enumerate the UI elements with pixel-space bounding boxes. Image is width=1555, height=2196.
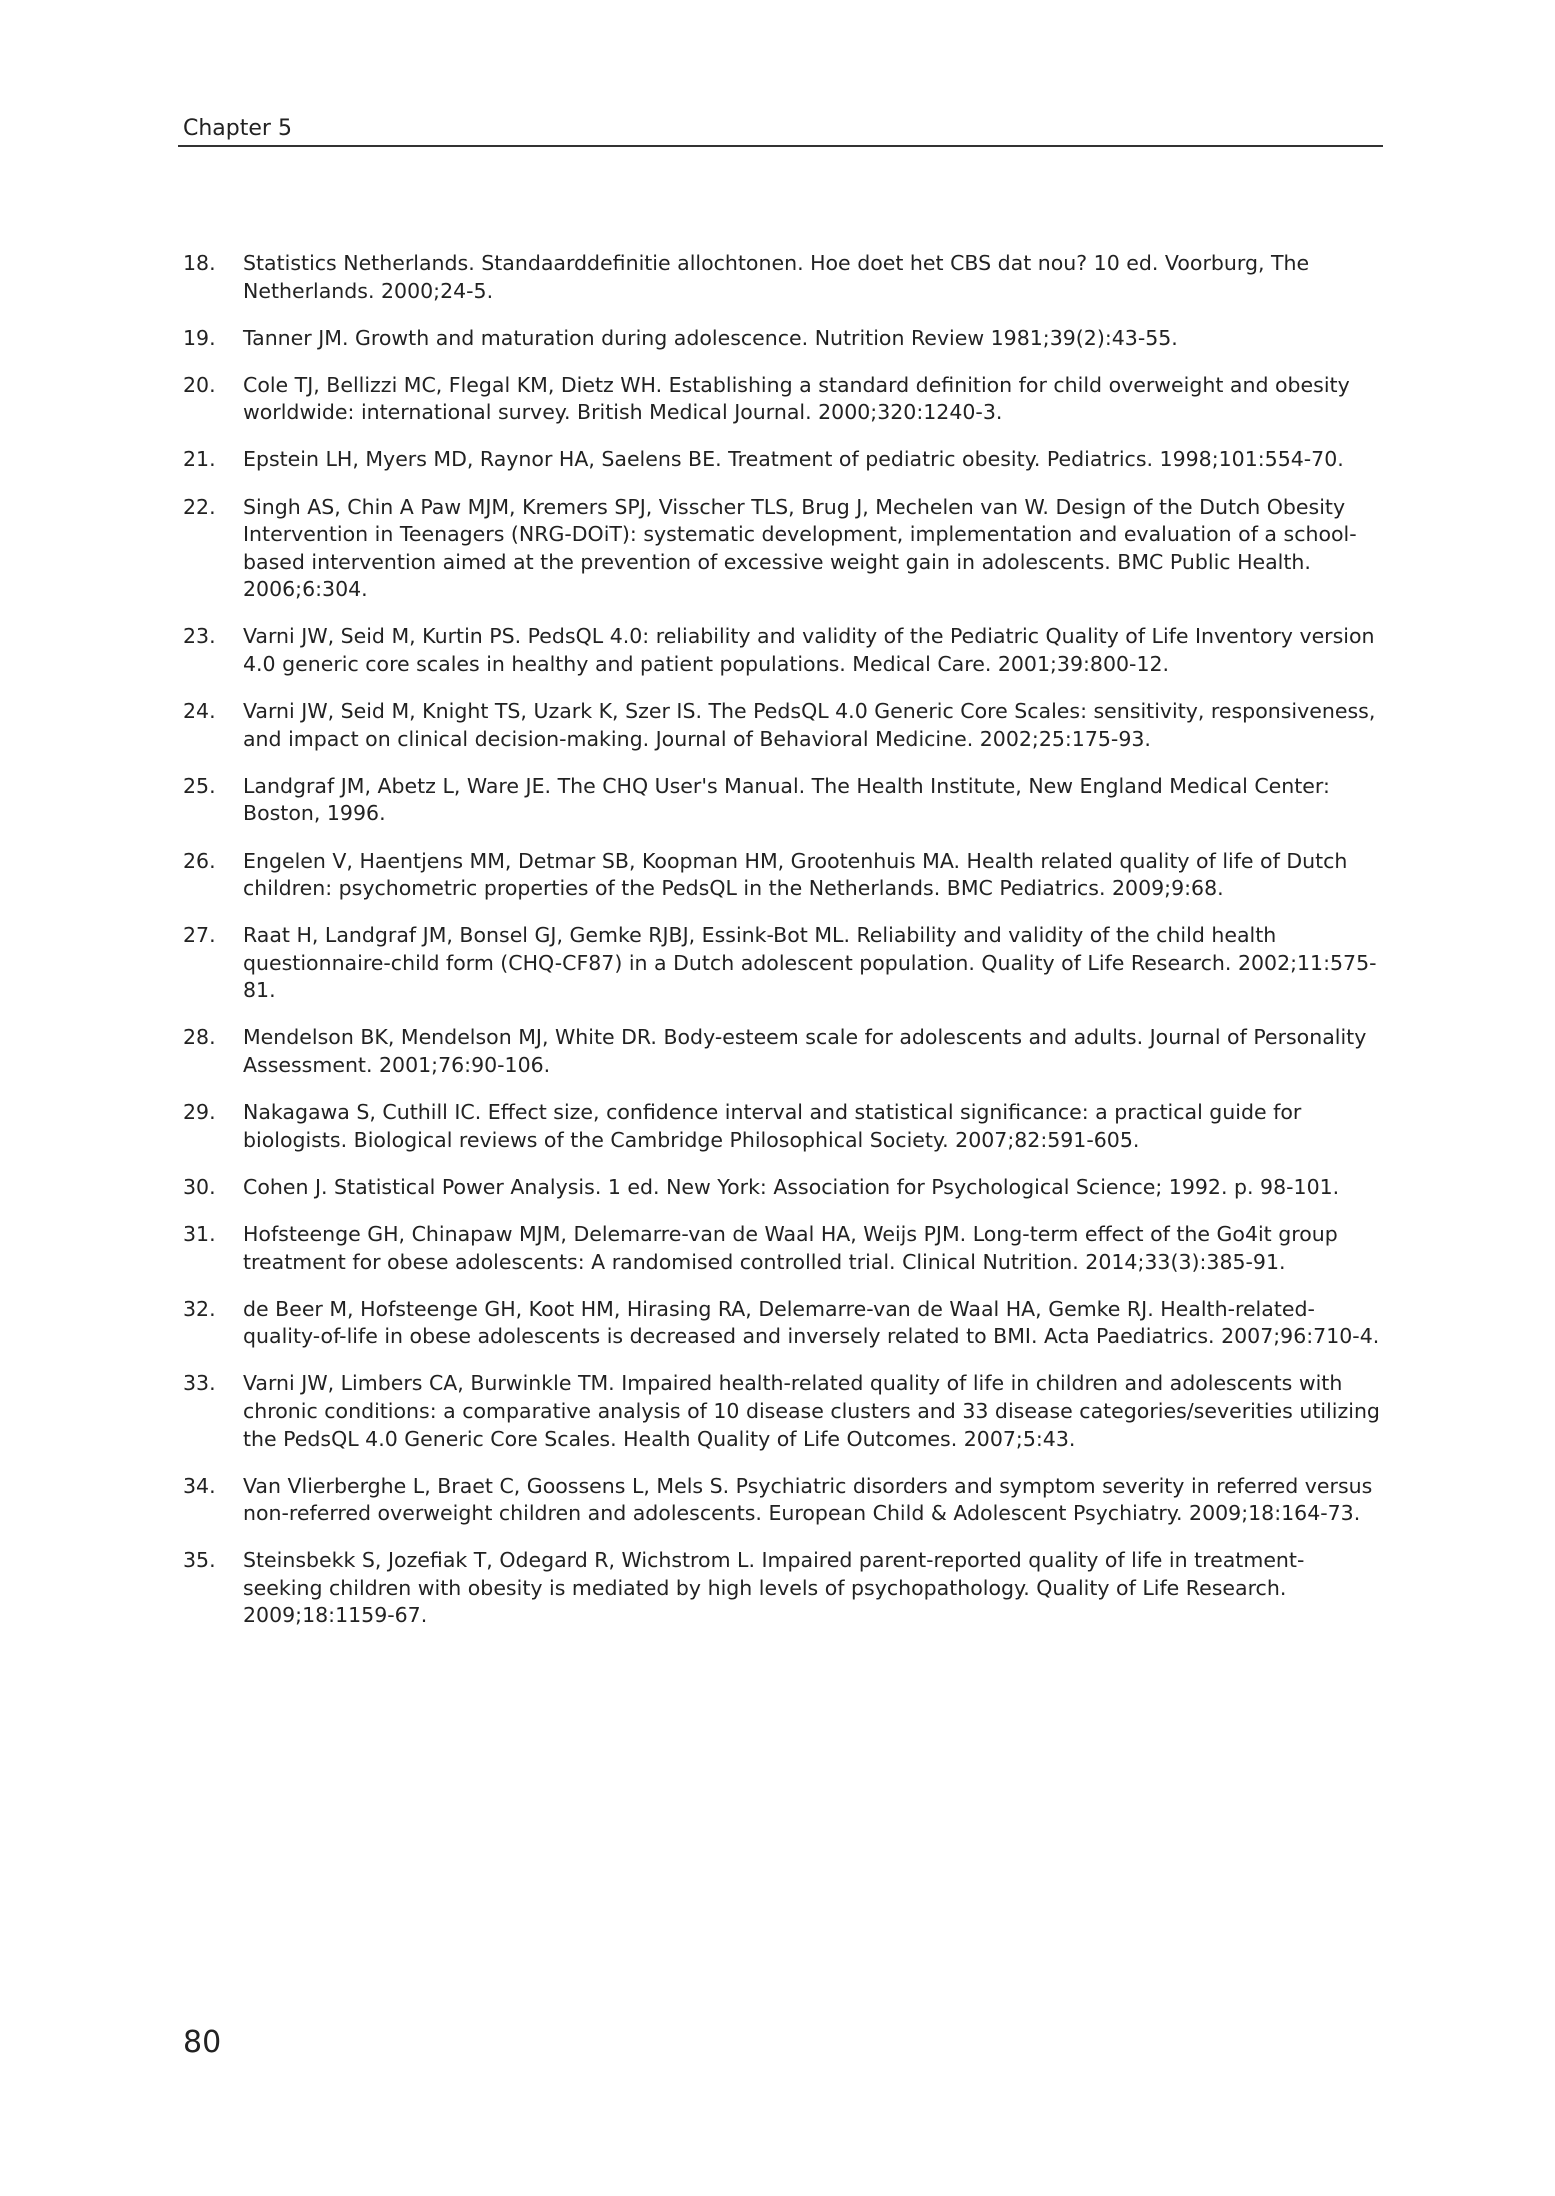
reference-number: 22. bbox=[183, 494, 216, 519]
reference-item bbox=[183, 372, 1383, 427]
reference-item bbox=[183, 773, 1383, 828]
reference-item bbox=[183, 1547, 1383, 1630]
reference-item bbox=[183, 922, 1383, 1005]
reference-text: Landgraf JM, Abetz L, Ware JE. The CHQ User's Manual. The Health Institute, New England Medical Center: Boston, 1996. bbox=[243, 773, 1330, 826]
reference-number: 35. bbox=[183, 1548, 216, 1573]
reference-text: Engelen V, Haentjens MM, Detmar SB, Koopman HM, Grootenhuis MA. Health related quality of life of Dutch children: psychometric properties of the PedsQL in the Netherlands. BMC Pediatrics. 2009;9:68. bbox=[243, 848, 1348, 901]
page-number: 80 bbox=[183, 2025, 222, 2060]
reference-number: 20. bbox=[183, 372, 216, 397]
reference-item bbox=[183, 325, 1383, 353]
reference-text: Nakagawa S, Cuthill IC. Effect size, confidence interval and statistical significance: a practical guide for biologists. Biological reviews of the Cambridge Philosophical Society. 2007;82:591-605. bbox=[243, 1100, 1302, 1152]
reference-item bbox=[183, 1024, 1383, 1079]
reference-number: 27. bbox=[183, 923, 216, 948]
reference-number: 34. bbox=[183, 1473, 216, 1498]
reference-item bbox=[183, 848, 1383, 903]
reference-number: 21. bbox=[183, 447, 216, 472]
reference-text: Varni JW, Limbers CA, Burwinkle TM. Impaired health-related quality of life in children and adolescents with chronic conditions: a comparative analysis of 10 disease clusters and 33 disease categories/severities utilizing the PedsQL 4.0 Generic Core Scales. Health Quality of Life Outcomes. 2007;5:43. bbox=[243, 1371, 1380, 1451]
reference-text: Singh AS, Chin A Paw MJM, Kremers SPJ, Visscher TLS, Brug J, Mechelen van W. Design of the Dutch Obesity Intervention in Teenagers (NRG-DOiT): systematic development, implementation and evaluation of a school-based intervention aimed at the prevention of excessive weight gain in adolescents. BMC Public Health. 2006;6:304. bbox=[243, 494, 1357, 602]
reference-item bbox=[183, 1473, 1383, 1528]
reference-list bbox=[183, 250, 1383, 1650]
reference-text: Hofsteenge GH, Chinapaw MJM, Delemarre-van de Waal HA, Weijs PJM. Long-term effect of the Go4it group treatment for obese adolescents: A randomised controlled trial. Clinical Nutrition. 2014;33(3):385-91. bbox=[243, 1221, 1338, 1274]
reference-number: 18. bbox=[183, 251, 216, 275]
reference-number: 25. bbox=[183, 773, 216, 798]
reference-item bbox=[183, 1370, 1383, 1453]
reference-item bbox=[183, 446, 1383, 474]
reference-item bbox=[183, 250, 1383, 305]
reference-number: 33. bbox=[183, 1371, 216, 1396]
reference-number: 28. bbox=[183, 1025, 216, 1050]
reference-item bbox=[183, 1099, 1383, 1154]
reference-item bbox=[183, 1221, 1383, 1276]
reference-number: 24. bbox=[183, 699, 216, 724]
reference-number: 29. bbox=[183, 1100, 216, 1125]
reference-text: Statistics Netherlands. Standaarddefinitie allochtonen. Hoe doet het CBS dat nou? 10 ed. Voorburg, The Netherlands. 2000;24-5. bbox=[243, 251, 1310, 303]
header-rule bbox=[178, 145, 1383, 147]
reference-item bbox=[183, 698, 1383, 753]
reference-text: Cole TJ, Bellizzi MC, Flegal KM, Dietz WH. Establishing a standard definition for child overweight and obesity worldwide: international survey. British Medical Journal. 2000;320:1240-3. bbox=[243, 372, 1350, 425]
reference-text: Epstein LH, Myers MD, Raynor HA, Saelens BE. Treatment of pediatric obesity. Pediatrics. 1998;101:554-70. bbox=[243, 447, 1344, 472]
reference-text: de Beer M, Hofsteenge GH, Koot HM, Hirasing RA, Delemarre-van de Waal HA, Gemke RJ. Health-related-quality-of-life in obese adolescents is decreased and inversely related to BMI. Acta Paediatrics. 2007;96:710-4. bbox=[243, 1296, 1380, 1349]
reference-text: Varni JW, Seid M, Knight TS, Uzark K, Szer IS. The PedsQL 4.0 Generic Core Scales: sensitivity, responsiveness, and impact on clinical decision-making. Journal of Behavioral Medicine. 2002;25:175-93. bbox=[243, 699, 1376, 751]
reference-item bbox=[183, 1296, 1383, 1351]
reference-text: Steinsbekk S, Jozefiak T, Odegard R, Wichstrom L. Impaired parent-reported quality of life in treatment-seeking children with obesity is mediated by high levels of psychopathology. Quality of Life Research. 2009;18:1159-67. bbox=[243, 1548, 1305, 1628]
reference-text: Cohen J. Statistical Power Analysis. 1 ed. New York: Association for Psychological Science; 1992. p. 98-101. bbox=[243, 1174, 1340, 1199]
reference-number: 26. bbox=[183, 848, 216, 873]
reference-text: Mendelson BK, Mendelson MJ, White DR. Body-esteem scale for adolescents and adults. Journal of Personality Assessment. 2001;76:90-106. bbox=[243, 1025, 1367, 1078]
reference-number: 32. bbox=[183, 1296, 216, 1321]
reference-number: 23. bbox=[183, 624, 216, 649]
reference-text: Tanner JM. Growth and maturation during adolescence. Nutrition Review 1981;39(2):43-55. bbox=[243, 325, 1178, 350]
reference-text: Raat H, Landgraf JM, Bonsel GJ, Gemke RJBJ, Essink-Bot ML. Reliability and validity of the child health questionnaire-child form (CHQ-CF87) in a Dutch adolescent population. Quality of Life Research. 2002;11:575-81. bbox=[243, 923, 1377, 1003]
reference-item bbox=[183, 494, 1383, 604]
reference-text: Varni JW, Seid M, Kurtin PS. PedsQL 4.0: reliability and validity of the Pediatric Quality of Life Inventory version 4.0 generic core scales in healthy and patient populations. Medical Care. 2001;39:800-12. bbox=[243, 624, 1375, 677]
reference-item bbox=[183, 623, 1383, 678]
reference-text: Van Vlierberghe L, Braet C, Goossens L, Mels S. Psychiatric disorders and symptom severity in referred versus non-referred overweight children and adolescents. European Child & Adolescent Psychiatry. 2009;18:164-73. bbox=[243, 1473, 1373, 1526]
running-header-title: Chapter 5 bbox=[183, 116, 292, 141]
reference-number: 31. bbox=[183, 1221, 216, 1246]
reference-number: 30. bbox=[183, 1174, 216, 1199]
reference-item bbox=[183, 1174, 1383, 1202]
reference-number: 19. bbox=[183, 325, 216, 350]
